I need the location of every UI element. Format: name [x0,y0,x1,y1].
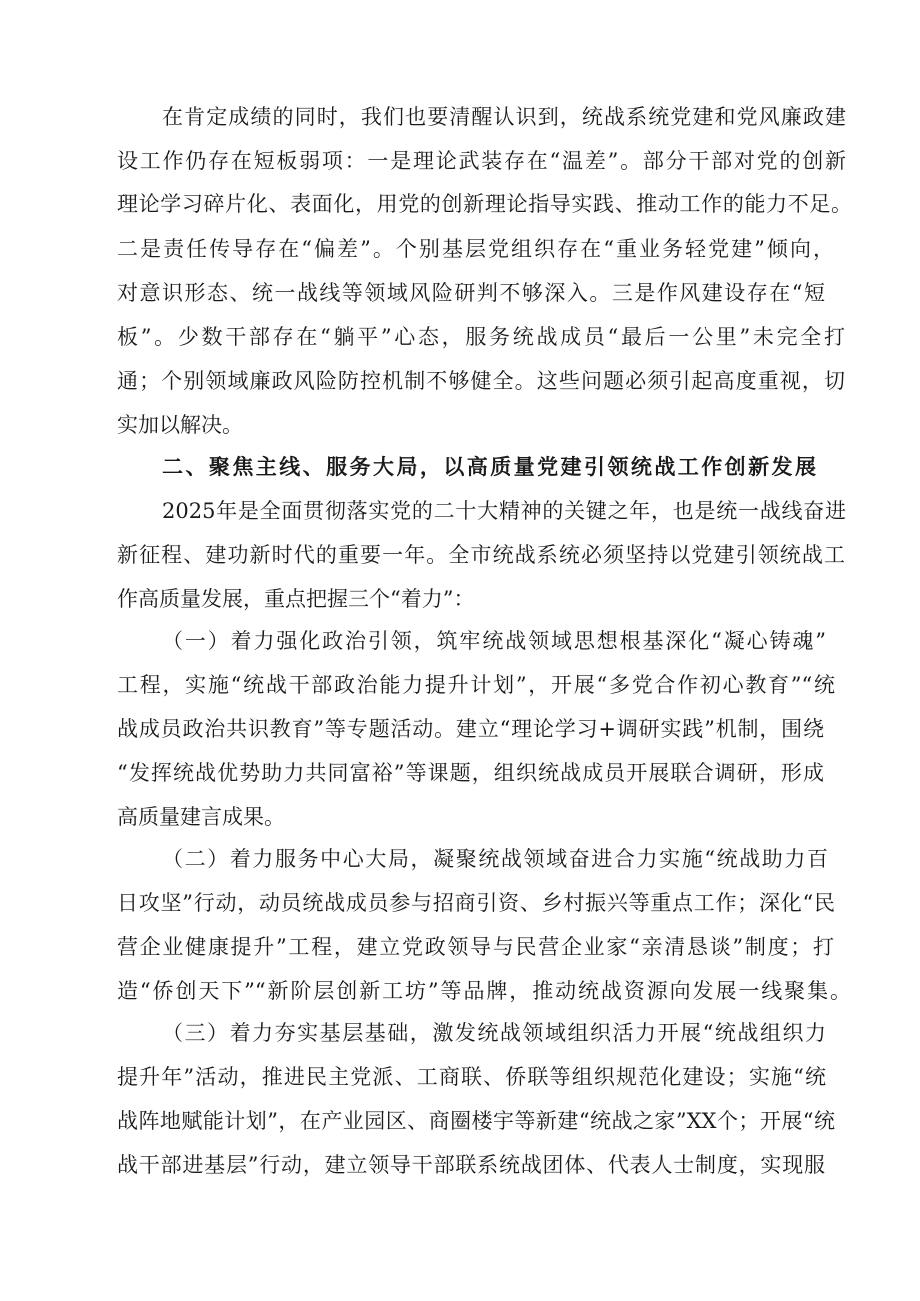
text-line: 设工作仍存在短板弱项：一是理论武装存在“温差”。部分干部对党的创新 [117,149,846,173]
text-line: 二是责任传导存在“偏差”。个别基层党组织存在“重业务轻党建”倾向， [117,237,834,261]
text-line: 工程，实施“统战干部政治能力提升计划”，开展“多党合作初心教育”“统 [117,673,835,697]
text-line: 2025年是全面贯彻落实党的二十大精神的关键之年，也是统一战线奋进 [162,499,846,523]
text-line: “发挥统战优势助力共同富裕”等课题，组织统战成员开展联合调研，形成 [117,761,824,785]
section-heading: 二、聚焦主线、服务大局，以高质量党建引领统战工作创新发展 [162,455,816,479]
text-line: 板”。少数干部存在“躺平”心态，服务统战成员“最后一公里”未完全打 [117,325,845,349]
text-line: 对意识形态、统一战线等领域风险研判不够深入。三是作风建设存在“短 [117,281,825,305]
text-line: 实加以解决。 [117,413,243,437]
text-line: 高质量建言成果。 [117,805,285,829]
text-line: 通；个别领域廉政风险防控机制不够健全。这些问题必须引起高度重视，切 [117,369,845,393]
text-line: 营企业健康提升”工程，建立党政领导与民营企业家“亲清恳谈”制度；打 [117,935,834,959]
text-line: 战成员政治共识教育”等专题活动。建立“理论学习+调研实践”机制，围绕 [117,717,824,741]
text-line: 造“侨创天下”“新阶层创新工坊”等品牌，推动统战资源向发展一线聚集。 [117,979,851,1003]
text-line: （二）着力服务中心大局，凝聚统战领域奋进合力实施“统战助力百 [162,847,828,871]
text-line: （一）着力强化政治引领，筑牢统战领域思想根基深化“凝心铸魂” [162,629,826,653]
text-line: 理论学习碎片化、表面化，用党的创新理论指导实践、推动工作的能力不足。 [117,192,852,216]
text-line: 作高质量发展，重点把握三个“着力”： [117,587,475,611]
text-line: 新征程、建功新时代的重要一年。全市统战系统必须坚持以党建引领统战工 [117,543,845,567]
text-line: 战阵地赋能计划”，在产业园区、商圈楼宇等新建“统战之家”XX个；开展“统 [117,1109,835,1133]
text-line: 战干部进基层”行动，建立领导干部联系统战团体、代表人士制度，实现服 [117,1153,825,1177]
text-line: 日攻坚”行动，动员统战成员参与招商引资、乡村振兴等重点工作；深化“民 [117,891,835,915]
text-line: （三）着力夯实基层基础，激发统战领域组织活力开展“统战组织力 [162,1021,826,1045]
text-line: 在肯定成绩的同时，我们也要清醒认识到，统战系统党建和党风廉政建 [162,105,846,129]
text-line: 提升年”活动，推进民主党派、工商联、侨联等组织规范化建设；实施“统 [117,1065,826,1089]
